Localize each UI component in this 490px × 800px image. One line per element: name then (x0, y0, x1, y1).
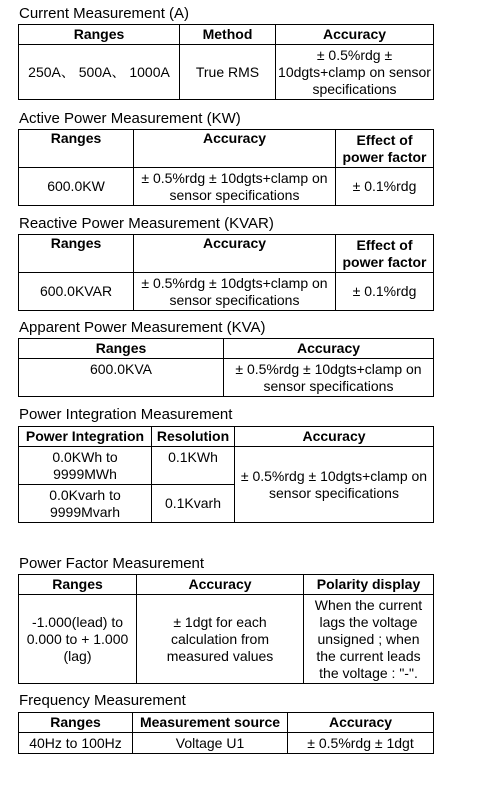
header-polarity-display: Polarity display (304, 575, 434, 595)
header-ranges: Ranges (19, 130, 134, 168)
apparent-power-title: Apparent Power Measurement (KVA) (19, 319, 266, 336)
header-power-factor-effect: Effect of power factor (336, 235, 434, 273)
cell-accuracy: ± 0.5%rdg ± 10dgts+clamp on sensor specifications (276, 45, 434, 100)
header-accuracy: Accuracy (137, 575, 304, 595)
power-factor-title: Power Factor Measurement (19, 555, 205, 572)
cell-ranges: 600.0KVA (19, 359, 224, 397)
table-header-row (19, 130, 434, 168)
header-resolution: Resolution (152, 427, 235, 447)
cell-ranges: 250A、 500A、 1000A (19, 45, 180, 100)
header-accuracy: Accuracy (276, 25, 434, 45)
cell-power-factor-effect: ± 0.1%rdg (336, 273, 434, 311)
cell-resolution: 0.1Kvarh (152, 485, 235, 523)
cell-accuracy: ± 0.5%rdg ± 1dgt (288, 733, 434, 754)
cell-power-integration: 0.0KWh to 9999MWh (19, 447, 152, 485)
power-factor-table (18, 574, 434, 684)
header-power-integration: Power Integration (19, 427, 152, 447)
table-row (19, 595, 434, 684)
table-row (19, 733, 434, 754)
table-header-row (19, 235, 434, 273)
active-power-table (18, 129, 434, 206)
header-method: Method (180, 25, 276, 45)
header-ranges: Ranges (19, 713, 133, 733)
current-measurement-table (18, 24, 434, 100)
cell-polarity-display: When the current lags the voltage unsigned ; when the current leads the voltage : "-". (304, 595, 434, 684)
table-row (19, 168, 434, 206)
cell-accuracy: ± 1dgt for each calculation from measured values (137, 595, 304, 684)
table-header-row (19, 339, 434, 359)
cell-power-factor-effect: ± 0.1%rdg (336, 168, 434, 206)
header-accuracy: Accuracy (288, 713, 434, 733)
header-ranges: Ranges (19, 25, 180, 45)
header-accuracy: Accuracy (134, 130, 336, 168)
cell-ranges: 600.0KVAR (19, 273, 134, 311)
cell-ranges: -1.000(lead) to 0.000 to + 1.000 (lag) (19, 595, 137, 684)
header-ranges: Ranges (19, 575, 137, 595)
header-ranges: Ranges (19, 235, 134, 273)
table-row (19, 359, 434, 397)
cell-accuracy: ± 0.5%rdg ± 10dgts+clamp on sensor specifications (235, 447, 434, 523)
table-header-row (19, 427, 434, 447)
cell-resolution: 0.1KWh (152, 447, 235, 485)
apparent-power-table (18, 338, 434, 397)
frequency-title: Frequency Measurement (19, 692, 186, 709)
table-header-row (19, 575, 434, 595)
table-header-row (19, 25, 434, 45)
reactive-power-title: Reactive Power Measurement (KVAR) (19, 215, 274, 232)
cell-ranges: 40Hz to 100Hz (19, 733, 133, 754)
header-accuracy: Accuracy (224, 339, 434, 359)
frequency-table (18, 712, 434, 754)
reactive-power-table (18, 234, 434, 311)
header-accuracy: Accuracy (235, 427, 434, 447)
cell-method: True RMS (180, 45, 276, 100)
power-integration-title: Power Integration Measurement (19, 406, 233, 423)
header-measurement-source: Measurement source (133, 713, 288, 733)
cell-accuracy: ± 0.5%rdg ± 10dgts+clamp on sensor specifications (134, 273, 336, 311)
table-row (19, 273, 434, 311)
cell-accuracy: ± 0.5%rdg ± 10dgts+clamp on sensor specifications (224, 359, 434, 397)
header-ranges: Ranges (19, 339, 224, 359)
power-integration-table (18, 426, 434, 523)
current-measurement-title: Current Measurement (A) (19, 5, 190, 22)
table-header-row (19, 713, 434, 733)
cell-power-integration: 0.0Kvarh to 9999Mvarh (19, 485, 152, 523)
cell-ranges: 600.0KW (19, 168, 134, 206)
cell-accuracy: ± 0.5%rdg ± 10dgts+clamp on sensor specifications (134, 168, 336, 206)
table-row (19, 447, 434, 485)
header-accuracy: Accuracy (134, 235, 336, 273)
active-power-title: Active Power Measurement (KW) (19, 110, 241, 127)
table-row (19, 45, 434, 100)
cell-measurement-source: Voltage U1 (133, 733, 288, 754)
header-power-factor-effect: Effect of power factor (336, 130, 434, 168)
